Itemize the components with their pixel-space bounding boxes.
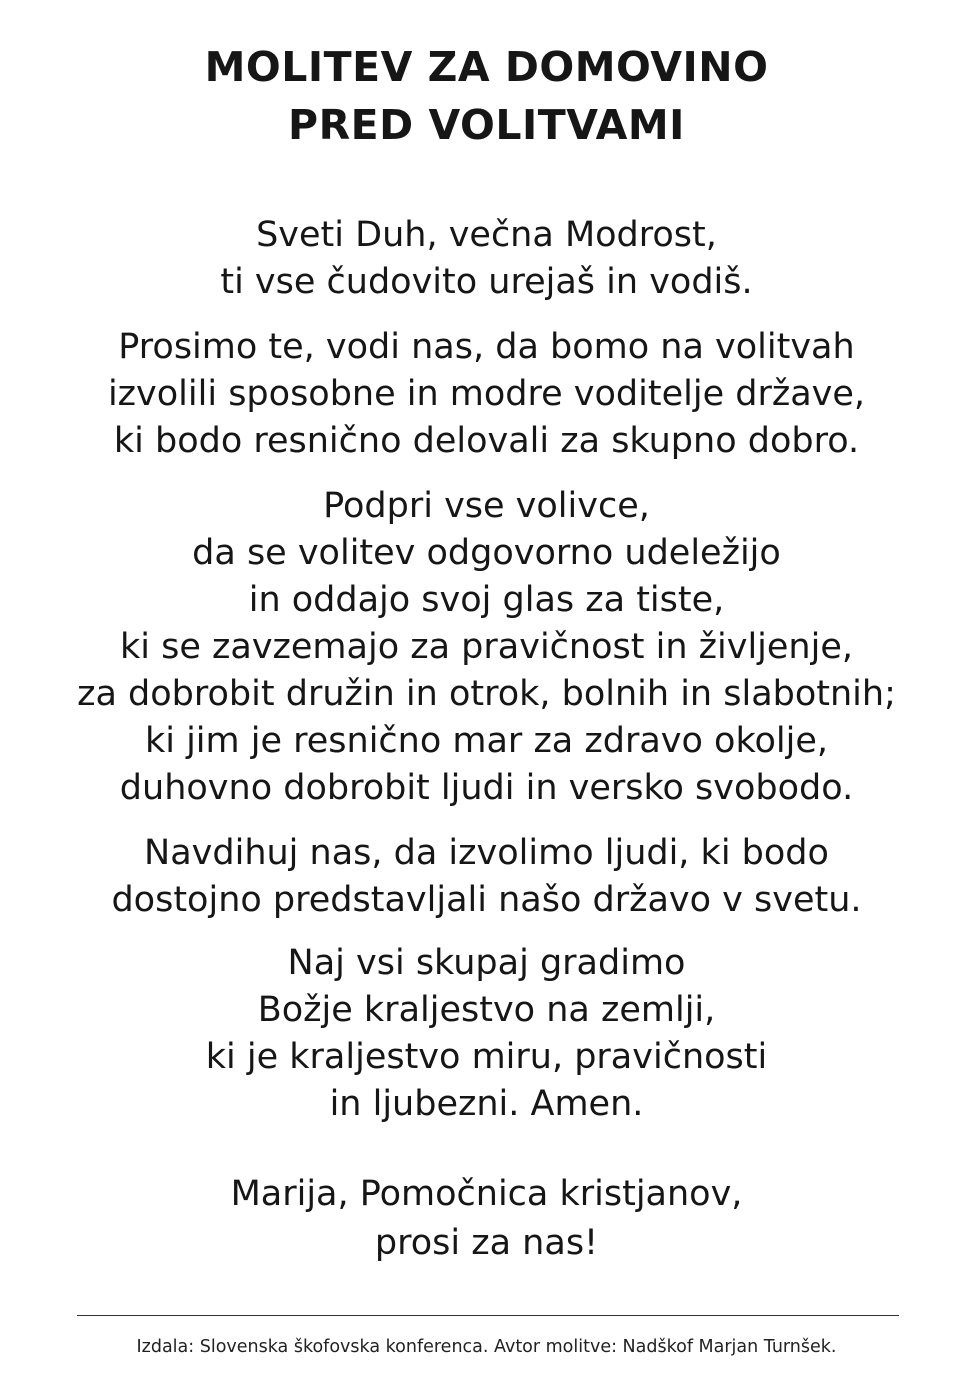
stanza-3-line-5: za dobrobit družin in otrok, bolnih in slabotnih; <box>77 674 896 714</box>
stanza-3-line-6: ki jim je resnično mar za zdravo okolje, <box>144 721 829 761</box>
stanza-2-line-1: Prosimo te, vodi nas, da bomo na volitvah <box>118 327 855 367</box>
stanza-5-line-4: in ljubezni. Amen. <box>329 1084 644 1124</box>
stanza-3-line-3: in oddajo svoj glas za tiste, <box>248 580 725 620</box>
stanza-6-line-2: prosi za nas! <box>374 1223 599 1263</box>
stanza-6-line-1: Marija, Pomočnica kristjanov, <box>230 1174 743 1214</box>
stanza-3-line-1: Podpri vse volivce, <box>323 486 650 526</box>
stanza-5-line-2: Božje kraljestvo na zemlji, <box>257 990 716 1030</box>
footer-divider <box>77 1315 899 1316</box>
stanza-5-line-1: Naj vsi skupaj gradimo <box>287 943 686 983</box>
stanza-5-line-3: ki je kraljestvo miru, pravičnosti <box>205 1037 768 1077</box>
stanza-2-line-2: izvolili sposobne in modre voditelje države, <box>107 374 866 414</box>
stanza-2-line-3: ki bodo resnično delovali za skupno dobro. <box>113 421 860 461</box>
stanza-4-line-1: Navdihuj nas, da izvolimo ljudi, ki bodo <box>144 833 829 873</box>
stanza-1-line-1: Sveti Duh, večna Modrost, <box>256 215 717 255</box>
stanza-3-line-2: da se volitev odgovorno udeležijo <box>192 533 781 573</box>
title-line-1: MOLITEV ZA DOMOVINO <box>204 43 769 91</box>
stanza-4-line-2: dostojno predstavljali našo državo v svetu. <box>111 880 862 920</box>
title-line-2: PRED VOLITVAMI <box>288 101 685 149</box>
stanza-1-line-2: ti vse čudovito urejaš in vodiš. <box>220 262 753 302</box>
stanza-3-line-4: ki se zavzemajo za pravičnost in življenje, <box>119 627 853 667</box>
footer-credit: Izdala: Slovenska škofovska konferenca. Avtor molitve: Nadškof Marjan Turnšek. <box>136 1337 837 1357</box>
stanza-3-line-7: duhovno dobrobit ljudi in versko svobodo. <box>119 768 854 808</box>
